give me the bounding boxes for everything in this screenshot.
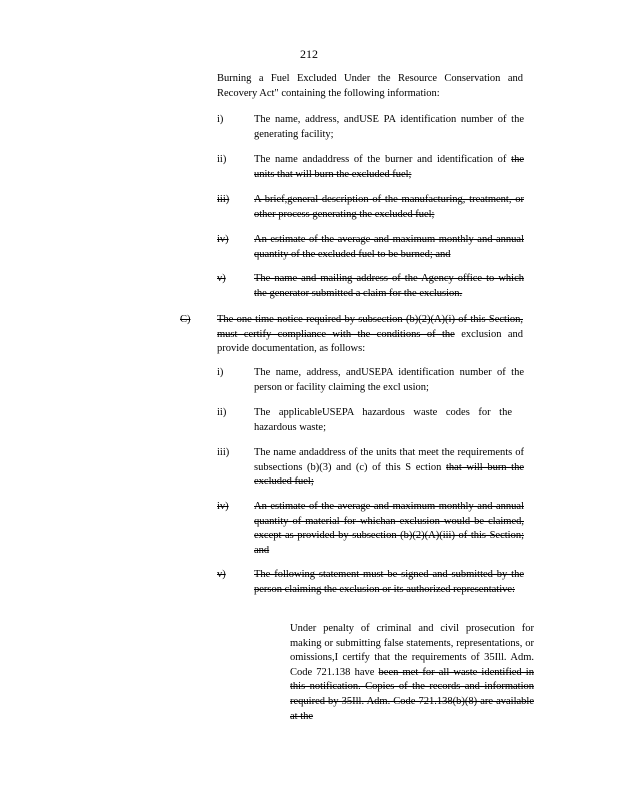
list-b-label-3: iii) <box>217 194 230 205</box>
list-c-label-3: iii) <box>217 447 230 458</box>
certification-statement-struck-text: been met for all waste identified in this notification. Copies of the records and information required by 35Ill. Adm. Code 721.138(b)(8) are available at the <box>290 666 534 722</box>
list-b-item-1: The name, address, andUSE PA identification number of the generating facility; <box>254 114 524 140</box>
section-c-text: exclusion and provide documentation, as follows: <box>217 328 524 355</box>
list-b-item-3: A brief,general description of the manufacturing, treatment, or other process generating the excluded fuel; <box>254 194 524 220</box>
list-b-label-2: ii) <box>217 154 227 165</box>
section-c-struck-text: The one time notice required by subsection (b)(2)(A)(i) of this Section, must certify compliance with the conditions of the <box>217 314 523 340</box>
list-b-item-2-struck-text: the units that will burn the excluded fuel; <box>254 154 524 180</box>
list-c-item-3 <box>254 446 524 490</box>
section-c-label: C) <box>180 314 191 325</box>
list-b-label-1: i) <box>217 114 224 125</box>
list-c-item-1: The name, address, andUSEPA identification number of the person or facility claiming the excl usion; <box>254 367 524 393</box>
section-c-paragraph <box>217 313 523 357</box>
certification-statement <box>290 622 534 724</box>
list-c-item-2: The applicableUSEPA hazardous waste codes for the hazardous waste; <box>254 407 512 433</box>
certification-statement-text: Under penalty of criminal and civil prosecution for making or submitting false statements, representations, or omissions,I certify that the requirements of 35Ill. Adm. Code 721.138 have <box>290 623 534 678</box>
list-c-item-5: The following statement must be signed and submitted by the person claiming the exclusion or its authorized representative: <box>254 569 524 595</box>
list-b-label-5: v) <box>217 273 226 284</box>
list-b-label-4: iv) <box>217 234 229 245</box>
list-c-label-2: ii) <box>217 407 227 418</box>
list-b-item-5: The name and mailing address of the Agency office to which the generator submitted a claim for the exclusion. <box>254 273 524 299</box>
list-b-item-4: An estimate of the average and maximum monthly and annual quantity of the excluded fuel to be burned; and <box>254 234 524 260</box>
list-c-item-3-text: The name andaddress of the units that meet the requirements of subsections (b)(3) and (c) of this S ection <box>254 447 524 473</box>
list-c-label-1: i) <box>217 367 224 378</box>
page-number: 212 <box>300 47 318 61</box>
list-c-label-4: iv) <box>217 501 229 512</box>
list-b-item-2-text: The name andaddress of the burner and identification of <box>254 154 507 165</box>
list-c-item-3-struck-text: that will burn the excluded fuel; <box>254 461 524 488</box>
list-c-label-5: v) <box>217 569 226 580</box>
list-c-item-4: An estimate of the average and maximum monthly and annual quantity of material for whichan exclusion would be claimed, except as provided by subsection (b)(2)(A)(iii) of this Section; and <box>254 501 524 556</box>
intro-paragraph: Burning a Fuel Excluded Under the Resource Conservation and Recovery Act" containing the following information: <box>217 73 523 99</box>
list-b-item-2 <box>254 153 524 182</box>
